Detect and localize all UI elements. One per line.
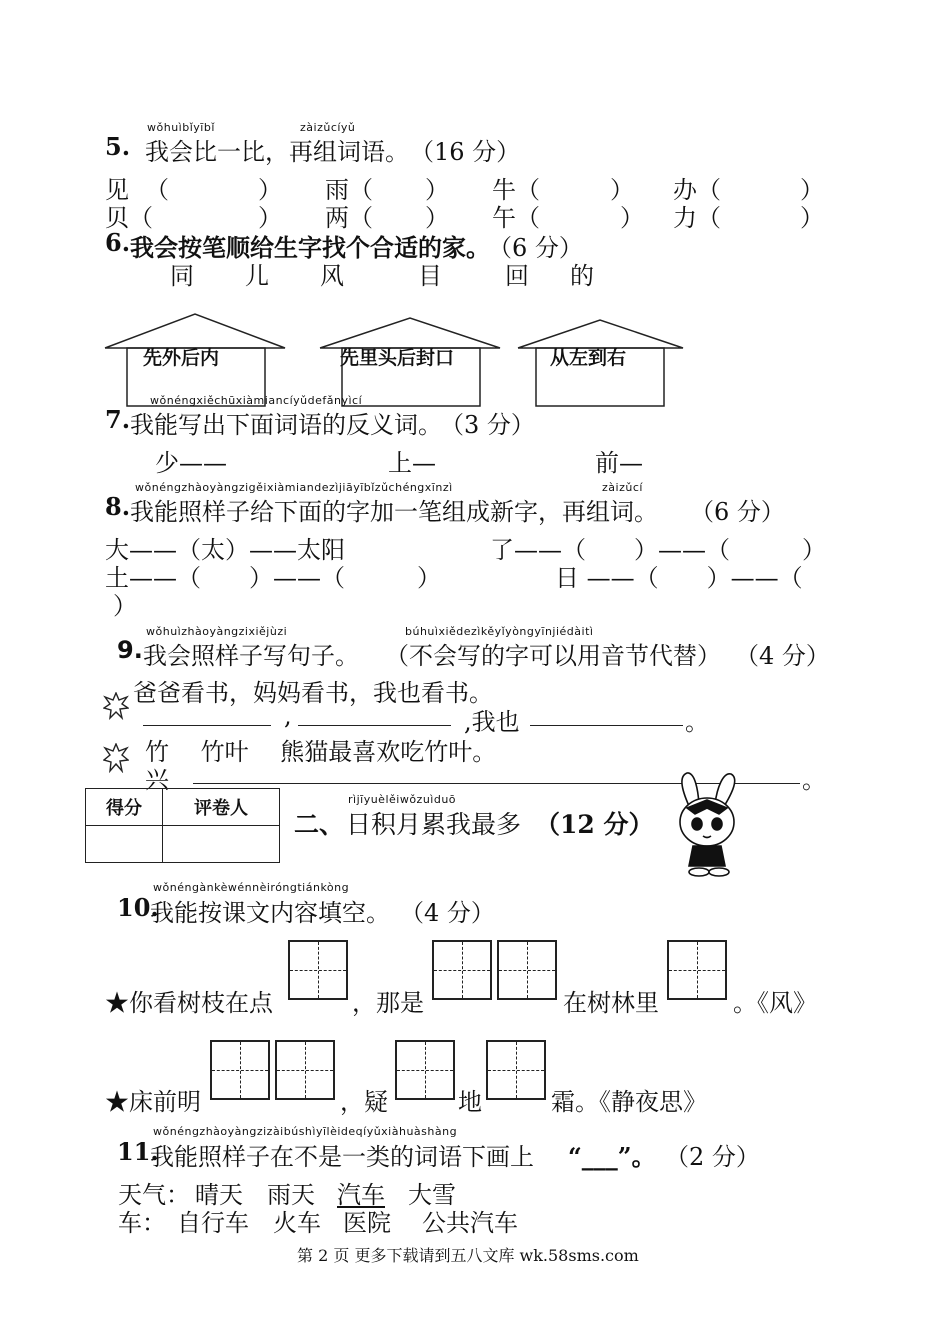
q8-title: 我能照样子给下面的字加一笔组成新字，再组词。 xyxy=(130,498,658,526)
q10-line2-d: 霜。《静夜思》 xyxy=(551,1088,707,1116)
q5-bracket-close: ） xyxy=(258,176,282,204)
q6-char: 儿 xyxy=(245,262,269,290)
q10-title: 我能按课文内容填空。 xyxy=(150,899,390,927)
q5-char-li: 力（ xyxy=(673,204,721,232)
writing-grid[interactable] xyxy=(395,1040,455,1100)
house-1-label: 先外后内 xyxy=(143,347,220,369)
section2-score: （12 分） xyxy=(535,810,654,839)
q10-line1-b: ，那是 xyxy=(352,989,424,1017)
q9-example-2: 竹 竹叶 熊猫最喜欢吃竹叶。 xyxy=(145,738,497,766)
q10-line1-d: 。《风》 xyxy=(733,989,817,1017)
q5-char-jian: 见 xyxy=(105,176,129,204)
q6-title: 我会按笔顺给生字找个合适的家。 xyxy=(130,233,490,262)
q11-word: 雨天 xyxy=(267,1181,315,1209)
q9-title: 我会照样子写句子。 xyxy=(143,642,359,670)
q5-bracket-close: ） xyxy=(610,176,634,204)
q7-pinyin: wǒnéngxiěchūxiàmiancíyǔdefǎnyìcí xyxy=(150,394,363,407)
q6-char: 的 xyxy=(570,262,594,290)
q5-bracket-open: （ xyxy=(145,176,169,204)
q5-char-bei: 贝（ xyxy=(105,204,153,232)
house-2-label: 先里头后封口 xyxy=(340,347,455,369)
q9-pinyin-2: búhuìxiědezìkěyǐyòngyīnjiédàitì xyxy=(405,625,594,638)
q7-item: 上— xyxy=(388,449,436,477)
q6-char: 同 xyxy=(170,262,194,290)
q6-char: 风 xyxy=(320,262,344,290)
q10-score: （4 分） xyxy=(400,899,495,927)
q11-mark: “___”。 xyxy=(568,1142,656,1171)
q5-bracket-close: ） xyxy=(425,176,449,204)
q10-line2-b: ，疑 xyxy=(340,1088,388,1116)
q9-pinyin-1: wǒhuìzhàoyàngzixiějùzi xyxy=(146,625,288,638)
q11-number: 11. xyxy=(117,1137,159,1166)
grader-cell[interactable] xyxy=(163,826,280,863)
section2-pinyin: rìjīyuèlěiwǒzuìduō xyxy=(348,793,457,806)
q10-line1-a: ★你看树枝在点 xyxy=(105,989,273,1017)
house-3-label: 从左到右 xyxy=(550,347,627,369)
q8-pinyin-2: zàizǔcí xyxy=(602,481,643,494)
q8-line3: ） xyxy=(113,592,137,620)
score-cell[interactable] xyxy=(86,826,163,863)
burst-icon xyxy=(103,692,129,720)
q11-pinyin: wǒnéngzhàoyàngzizàibúshìyīlèideqíyǔxiàhuàshàng xyxy=(153,1125,458,1138)
q8-score: （6 分） xyxy=(690,498,785,526)
writing-grid[interactable] xyxy=(667,940,727,1000)
writing-grid[interactable] xyxy=(210,1040,270,1100)
q8-example: 大——（太）——太阳 xyxy=(105,536,345,564)
q11-score: （2 分） xyxy=(665,1143,760,1171)
q7-title: 我能写出下面词语的反义词。 xyxy=(130,411,442,439)
bunny-mascot-icon xyxy=(665,770,750,878)
q6-char: 回 xyxy=(505,262,529,290)
q10-line2-a: ★床前明 xyxy=(105,1088,201,1116)
writing-grid[interactable] xyxy=(275,1040,335,1100)
q9-xing: 兴 xyxy=(145,766,169,794)
q5-bracket-close: ） xyxy=(800,176,824,204)
q10-line2-c: 地 xyxy=(458,1088,482,1116)
q6-score: （6 分） xyxy=(488,234,583,262)
q9-score: （4 分） xyxy=(735,642,830,670)
section2-title: 日积月累我最多 xyxy=(346,810,522,839)
q10-line1-c: 在树林里 xyxy=(563,989,659,1017)
q9-number: 9. xyxy=(117,636,143,664)
q11-word: 自行车 xyxy=(177,1209,249,1237)
score-table xyxy=(85,788,280,863)
q9-period: 。 xyxy=(685,708,709,736)
q11-row1-label: 天气： xyxy=(118,1181,190,1209)
section2-number: 二、 xyxy=(294,810,345,839)
q7-score: （3 分） xyxy=(440,411,535,439)
q11-row2-label: 车： xyxy=(118,1209,166,1237)
q11-word: 火车 xyxy=(273,1209,321,1237)
q7-item: 前— xyxy=(595,449,643,477)
q5-char-wu: 午（ xyxy=(492,204,540,232)
q5-char-liang: 两（ xyxy=(325,204,373,232)
writing-grid[interactable] xyxy=(497,940,557,1000)
score-label: 得分 xyxy=(86,789,163,826)
q11-word: 公共汽车 xyxy=(422,1209,518,1237)
q5-char-ban: 办（ xyxy=(673,176,721,204)
q10-number: 10. xyxy=(117,893,159,922)
q9-blank-3[interactable] xyxy=(530,725,683,726)
writing-grid[interactable] xyxy=(432,940,492,1000)
q6-number: 6. xyxy=(105,228,131,257)
q8-number: 8. xyxy=(105,492,131,521)
q8-pinyin-1: wǒnéngzhàoyàngzigěixiàmiandezìjiāyībǐzǔchéngxīnzì xyxy=(135,481,453,494)
q5-number: 5. xyxy=(105,132,131,161)
q11-word: 晴天 xyxy=(195,1181,243,1209)
q9-example-1: 爸爸看书，妈妈看书，我也看书。 xyxy=(133,679,493,707)
q5-bracket-close: ） xyxy=(620,204,644,232)
q9-blank-1[interactable] xyxy=(143,725,271,726)
q9-comma-woye: ,我也 xyxy=(464,708,520,736)
q9-note: （不会写的字可以用音节代替） xyxy=(385,642,721,670)
q8-line2-right: 日 ——（ ）——（ xyxy=(555,564,803,592)
burst-icon xyxy=(103,743,129,773)
q5-score: （16 分） xyxy=(410,138,521,166)
q9-blank-2[interactable] xyxy=(298,725,451,726)
q8-line1-right: 了——（ ）——（ ） xyxy=(490,536,826,564)
q5-bracket-close: ） xyxy=(800,204,824,232)
q5-char-niu: 牛（ xyxy=(492,176,540,204)
page-footer: 第 2 页 更多下载请到五八文库 wk.58sms.com xyxy=(297,1246,639,1265)
q11-word: 医院 xyxy=(343,1209,391,1237)
q5-pinyin-1: wǒhuìbǐyībǐ xyxy=(147,121,215,134)
q11-word-underlined: 汽车 xyxy=(337,1181,385,1209)
q5-bracket-close: ） xyxy=(258,204,282,232)
q7-number: 7. xyxy=(105,405,131,434)
q9-comma: , xyxy=(284,702,292,730)
q5-bracket-close: ） xyxy=(425,204,449,232)
q5-char-yu: 雨（ xyxy=(325,176,373,204)
writing-grid[interactable] xyxy=(486,1040,546,1100)
q11-title: 我能照样子在不是一类的词语下画上 xyxy=(150,1143,534,1171)
grader-label: 评卷人 xyxy=(163,789,280,826)
q10-pinyin: wǒnéngànkèwénnèiróngtiánkòng xyxy=(153,881,350,894)
q6-char: 目 xyxy=(418,262,442,290)
q9-period-2: 。 xyxy=(802,766,826,794)
q5-pinyin-2: zàizǔcíyǔ xyxy=(300,121,356,134)
q11-word: 大雪 xyxy=(408,1181,456,1209)
writing-grid[interactable] xyxy=(288,940,348,1000)
q5-title: 我会比一比，再组词语。 xyxy=(145,138,409,166)
q8-line2-left: 土——（ ）——（ ） xyxy=(105,564,441,592)
q7-item: 少—— xyxy=(155,449,227,477)
